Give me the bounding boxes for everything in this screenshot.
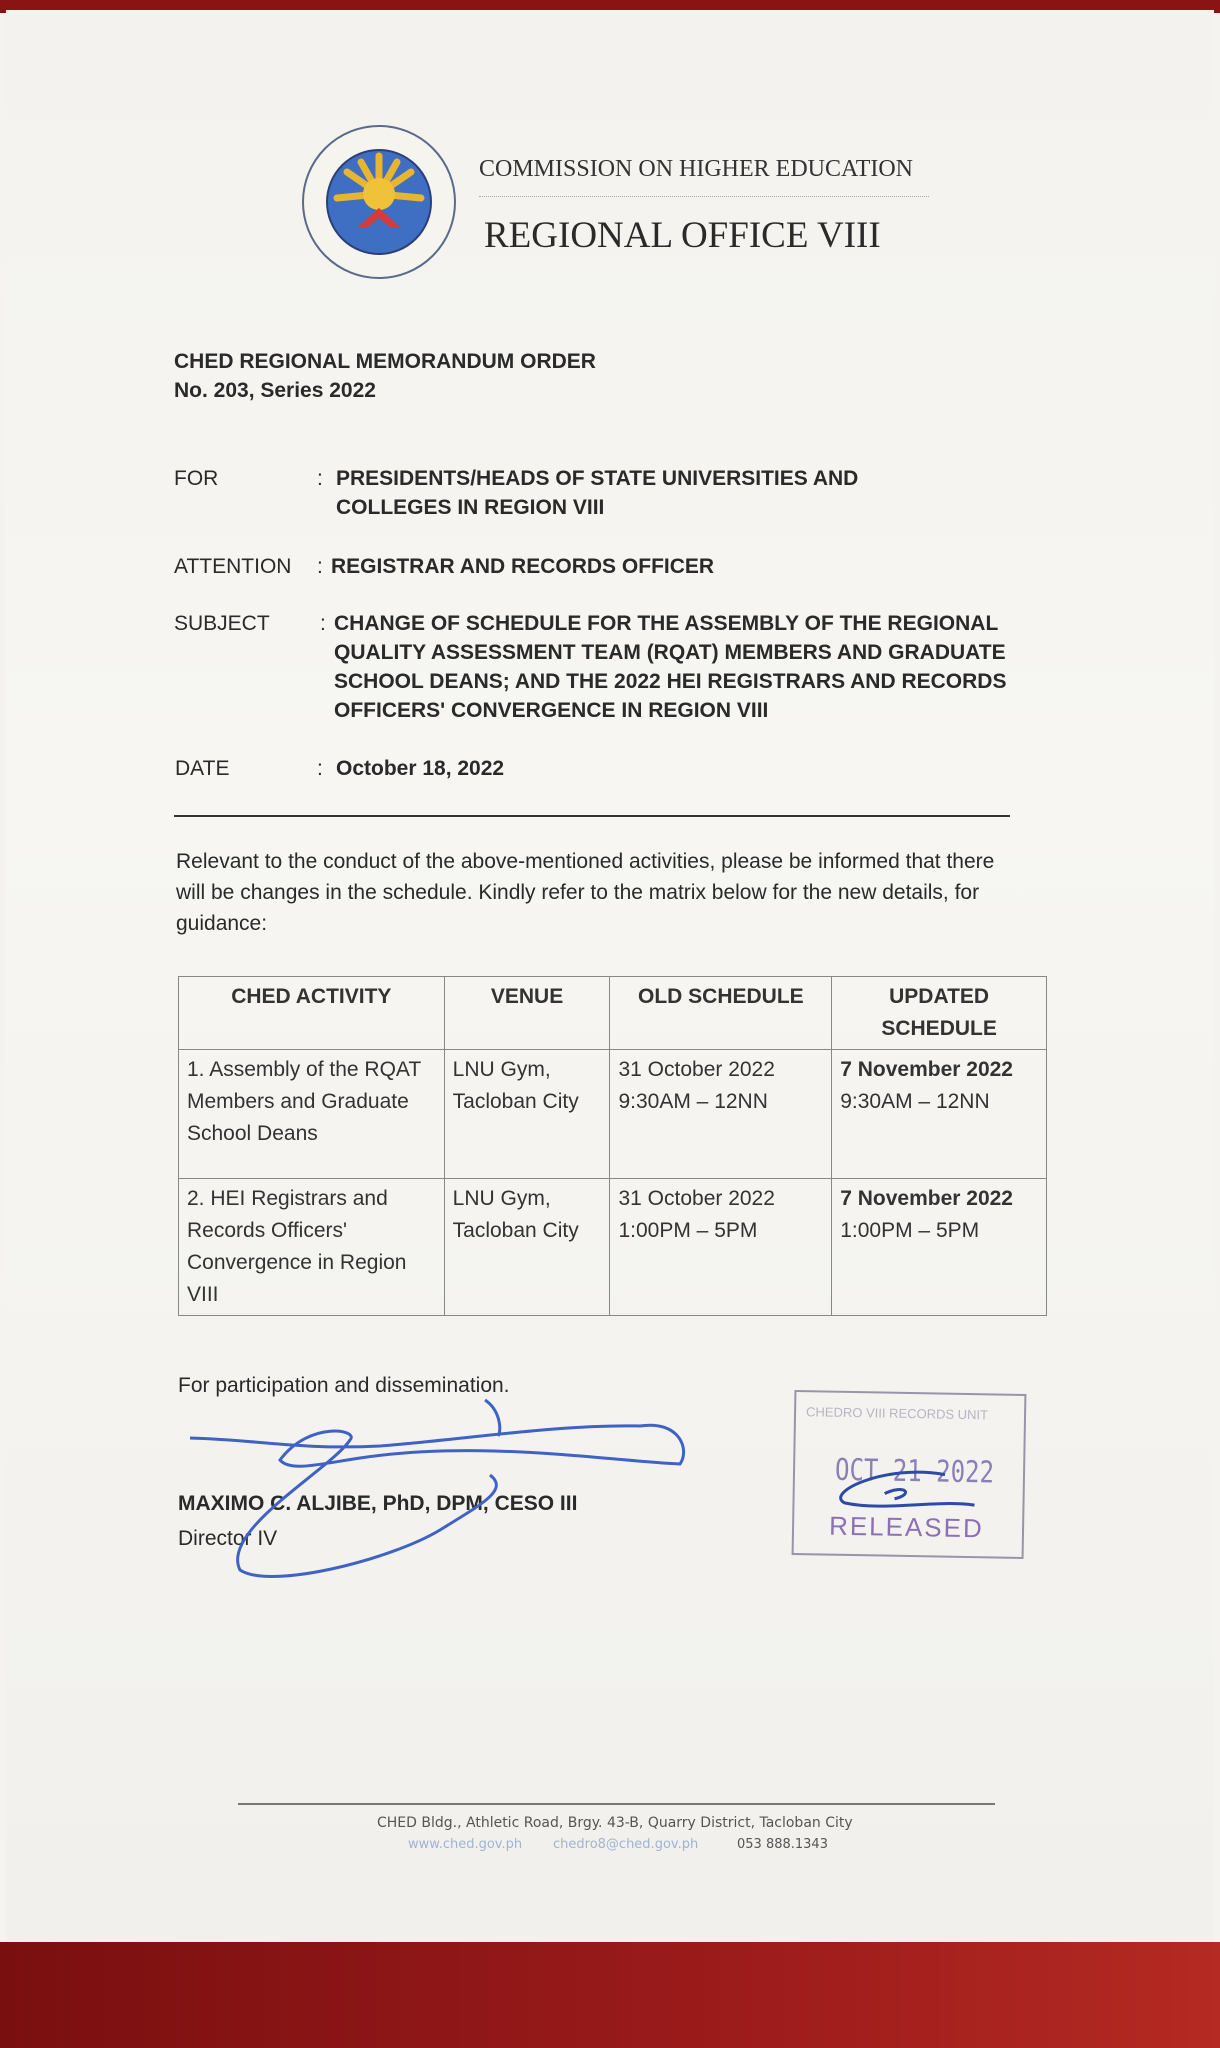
stamp-unit: CHEDRO VIII RECORDS UNIT (805, 1404, 989, 1423)
date-label: DATE (175, 757, 230, 780)
header-activity: CHED ACTIVITY (179, 977, 445, 1050)
header-old-schedule: OLD SCHEDULE (610, 977, 832, 1050)
header-updated-schedule: UPDATED SCHEDULE (832, 977, 1047, 1050)
subject-label: SUBJECT (174, 612, 270, 635)
stamp-status: RELEASED (828, 1510, 985, 1544)
updated-schedule-cell (832, 1179, 1047, 1316)
footer-website[interactable]: www.ched.gov.ph (408, 1837, 523, 1852)
for-value: COLLEGES IN REGION VIII (336, 496, 605, 519)
header-venue: VENUE (444, 977, 610, 1050)
updated-schedule-cell (832, 1050, 1047, 1179)
footer-email[interactable]: chedro8@ched.gov.ph (553, 1837, 699, 1852)
colon: : (317, 467, 323, 490)
footer-phone: 053 888.1343 (737, 1837, 828, 1852)
memo-title: CHED REGIONAL MEMORANDUM ORDER (174, 350, 596, 373)
memo-number: No. 203, Series 2022 (174, 379, 376, 402)
old-date: 31 October 2022 (618, 1058, 775, 1081)
attention-label: ATTENTION (174, 555, 292, 578)
divider (174, 815, 1010, 817)
attention-value: REGISTRAR AND RECORDS OFFICER (331, 555, 715, 578)
new-date: 7 November 2022 (840, 1187, 1013, 1210)
signatory-title: Director IV (178, 1527, 278, 1550)
schedule-table (178, 976, 1047, 1316)
body-line: will be changes in the schedule. Kindly refer to the matrix below for the new details, for (176, 881, 980, 904)
header-divider (479, 196, 929, 197)
activity-cell: 2. HEI Registrars and Records Officers' Convergence in Region VIII (179, 1179, 445, 1316)
subject-line: QUALITY ASSESSMENT TEAM (RQAT) MEMBERS AND GRADUATE (334, 641, 1006, 664)
signature (180, 1380, 700, 1600)
venue-cell: LNU Gym, Tacloban City (444, 1050, 610, 1179)
venue-cell: LNU Gym, Tacloban City (444, 1179, 610, 1316)
old-time: 9:30AM – 12NN (618, 1090, 768, 1113)
old-time: 1:00PM – 5PM (618, 1219, 758, 1242)
activity-cell: 1. Assembly of the RQAT Members and Graduate School Deans (179, 1050, 445, 1179)
for-value: PRESIDENTS/HEADS OF STATE UNIVERSITIES AND (336, 467, 859, 490)
for-label: FOR (174, 467, 219, 490)
background-bottom (0, 1942, 1220, 2048)
footer-divider (238, 1803, 995, 1805)
table-row (179, 1179, 1047, 1316)
subject-line: CHANGE OF SCHEDULE FOR THE ASSEMBLY OF THE REGIONAL (334, 612, 999, 635)
org-name: COMMISSION ON HIGHER EDUCATION (479, 156, 914, 182)
old-date: 31 October 2022 (618, 1187, 775, 1210)
old-schedule-cell (610, 1179, 832, 1316)
stamp-initials (824, 1463, 995, 1526)
signatory-name: MAXIMO C. ALJIBE, PhD, DPM, CESO III (178, 1492, 578, 1515)
released-stamp (792, 1390, 1027, 1559)
new-time: 1:00PM – 5PM (840, 1219, 980, 1242)
date-value: October 18, 2022 (336, 757, 505, 780)
body-line: Relevant to the conduct of the above-mentioned activities, please be informed that there (176, 850, 995, 873)
ched-seal-logo (301, 124, 457, 280)
colon: : (317, 555, 323, 578)
colon: : (320, 612, 326, 635)
colon: : (317, 757, 323, 780)
office-name: REGIONAL OFFICE VIII (484, 215, 881, 256)
new-date: 7 November 2022 (840, 1058, 1013, 1081)
closing-text: For participation and dissemination. (178, 1374, 510, 1397)
footer-address: CHED Bldg., Athletic Road, Brgy. 43-B, Quarry District, Tacloban City (377, 1815, 853, 1831)
new-time: 9:30AM – 12NN (840, 1090, 990, 1113)
table-header-row (179, 977, 1047, 1050)
stamp-date: OCT 21 2022 (834, 1452, 995, 1491)
subject-line: OFFICERS' CONVERGENCE IN REGION VIII (334, 699, 769, 722)
old-schedule-cell (610, 1050, 832, 1179)
subject-line: SCHOOL DEANS; AND THE 2022 HEI REGISTRARS AND RECORDS (334, 670, 1007, 693)
table-row (179, 1050, 1047, 1179)
body-line: guidance: (176, 912, 268, 935)
